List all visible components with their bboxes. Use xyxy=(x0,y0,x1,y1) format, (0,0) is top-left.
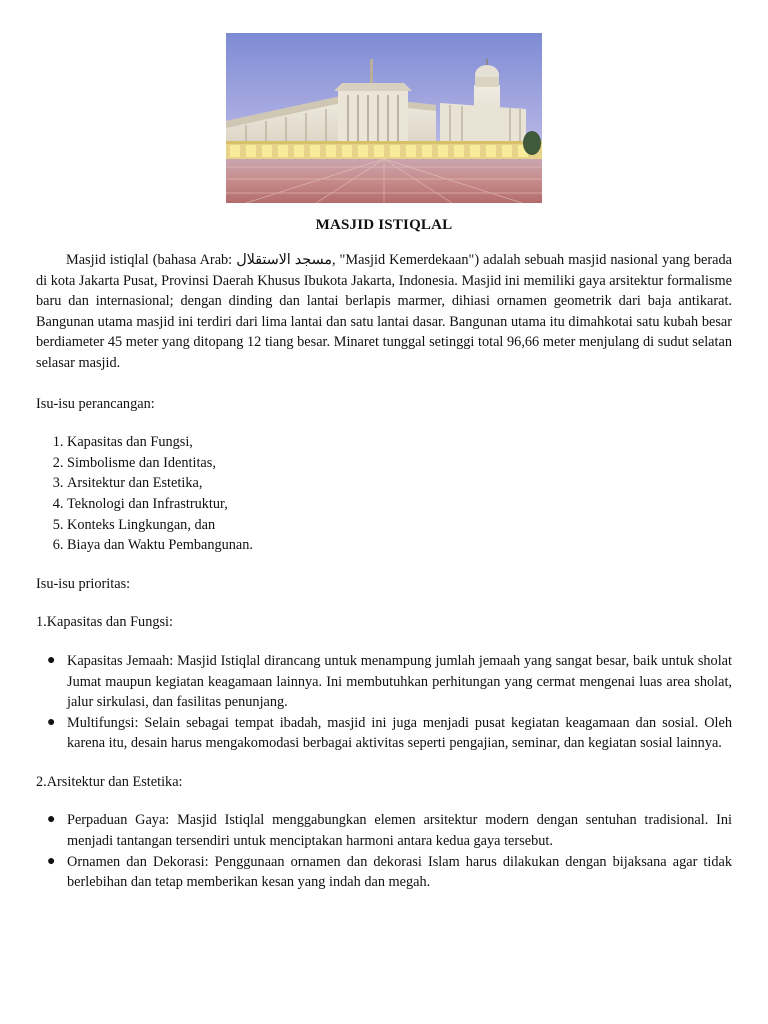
section-bullet-list xyxy=(36,810,732,892)
section-heading: 2.Arsitektur dan Estetika: xyxy=(36,773,183,790)
bullet-text: Ornamen dan Dekorasi: Penggunaan ornamen dan dekorasi Islam harus dilakukan dengan bijaksana agar tidak berlebihan dan tetap memberikan kesan yang indah dan megah. xyxy=(67,853,732,891)
page-title: MASJID ISTIQLAL xyxy=(315,217,453,233)
bullet-icon: ● xyxy=(47,812,56,828)
list-item: 2. Simbolisme dan Identitas, xyxy=(67,453,732,474)
list-item: 4. Teknologi dan Infrastruktur, xyxy=(67,494,732,515)
list-item: 5. Konteks Lingkungan, dan xyxy=(67,515,732,536)
list-item: 1. Kapasitas dan Fungsi, xyxy=(67,432,732,453)
list-item xyxy=(47,810,732,851)
list-item: 3. Arsitektur dan Estetika, xyxy=(67,473,732,494)
list-item xyxy=(47,651,732,713)
bullet-icon: ● xyxy=(47,853,56,869)
bullet-icon: ● xyxy=(47,714,56,730)
document-body xyxy=(36,250,732,911)
section-heading: 1.Kapasitas dan Fungsi: xyxy=(36,614,174,631)
bullet-text: Kapasitas Jemaah: Masjid Istiqlal dirancang untuk menampung jumlah jemaah yang sangat besar, baik untuk sholat Jumat maupun kegiatan keagamaan lainnya. Ini membutuhkan perhitungan yang cermat mengenai luas area sholat, jalur sirkulasi, dan fasilitas penunjang. xyxy=(67,652,732,711)
list-item xyxy=(47,713,732,754)
bullet-icon: ● xyxy=(47,652,56,668)
list-item: 6. Biaya dan Waktu Pembangunan. xyxy=(67,535,732,556)
section-bullet-list xyxy=(36,651,732,754)
priority-issues-label: Isu-isu prioritas: xyxy=(36,575,131,592)
mosque-photo xyxy=(226,33,542,203)
design-issues-list xyxy=(36,432,732,556)
list-item xyxy=(47,852,732,893)
design-issues-label: Isu-isu perancangan: xyxy=(36,395,155,412)
bullet-text: Multifungsi: Selain sebagai tempat ibadah, masjid ini juga menjadi pusat kegiatan keagamaan dan sosial. Oleh karena itu, desain harus mengakomodasi berbagai aktivitas seperti pengajian, seminar, dan kegiatan sosial lainnya. xyxy=(67,714,732,752)
bullet-text: Perpaduan Gaya: Masjid Istiqlal menggabungkan elemen arsitektur modern dengan sentuhan tradisional. Ini menjadi tantangan tersendiri untuk menciptakan harmoni antara kedua gaya tersebut. xyxy=(67,812,732,850)
intro-paragraph: Masjid istiqlal (bahasa Arab: مسجد الاستقلال, "Masjid Kemerdekaan") adalah sebuah masjid nasional yang berada di kota Jakarta Pusat, Provinsi Daerah Khusus Ibukota Jakarta, Indonesia. Masjid ini memiliki gaya arsitektur formalisme baru dan internasional; dengan dinding dan lantai berlapis marmer, dihiasi ornamen geometrik dari baja antikarat. Bangunan utama masjid ini terdiri dari lima lantai dan satu lantai dasar. Bangunan utama itu dimahkotai satu kubah besar berdiameter 45 meter yang ditopang 12 tiang besar. Minaret tunggal setinggi total 96,66 meter menjulang di sudut selatan selasar masjid. xyxy=(36,252,732,371)
